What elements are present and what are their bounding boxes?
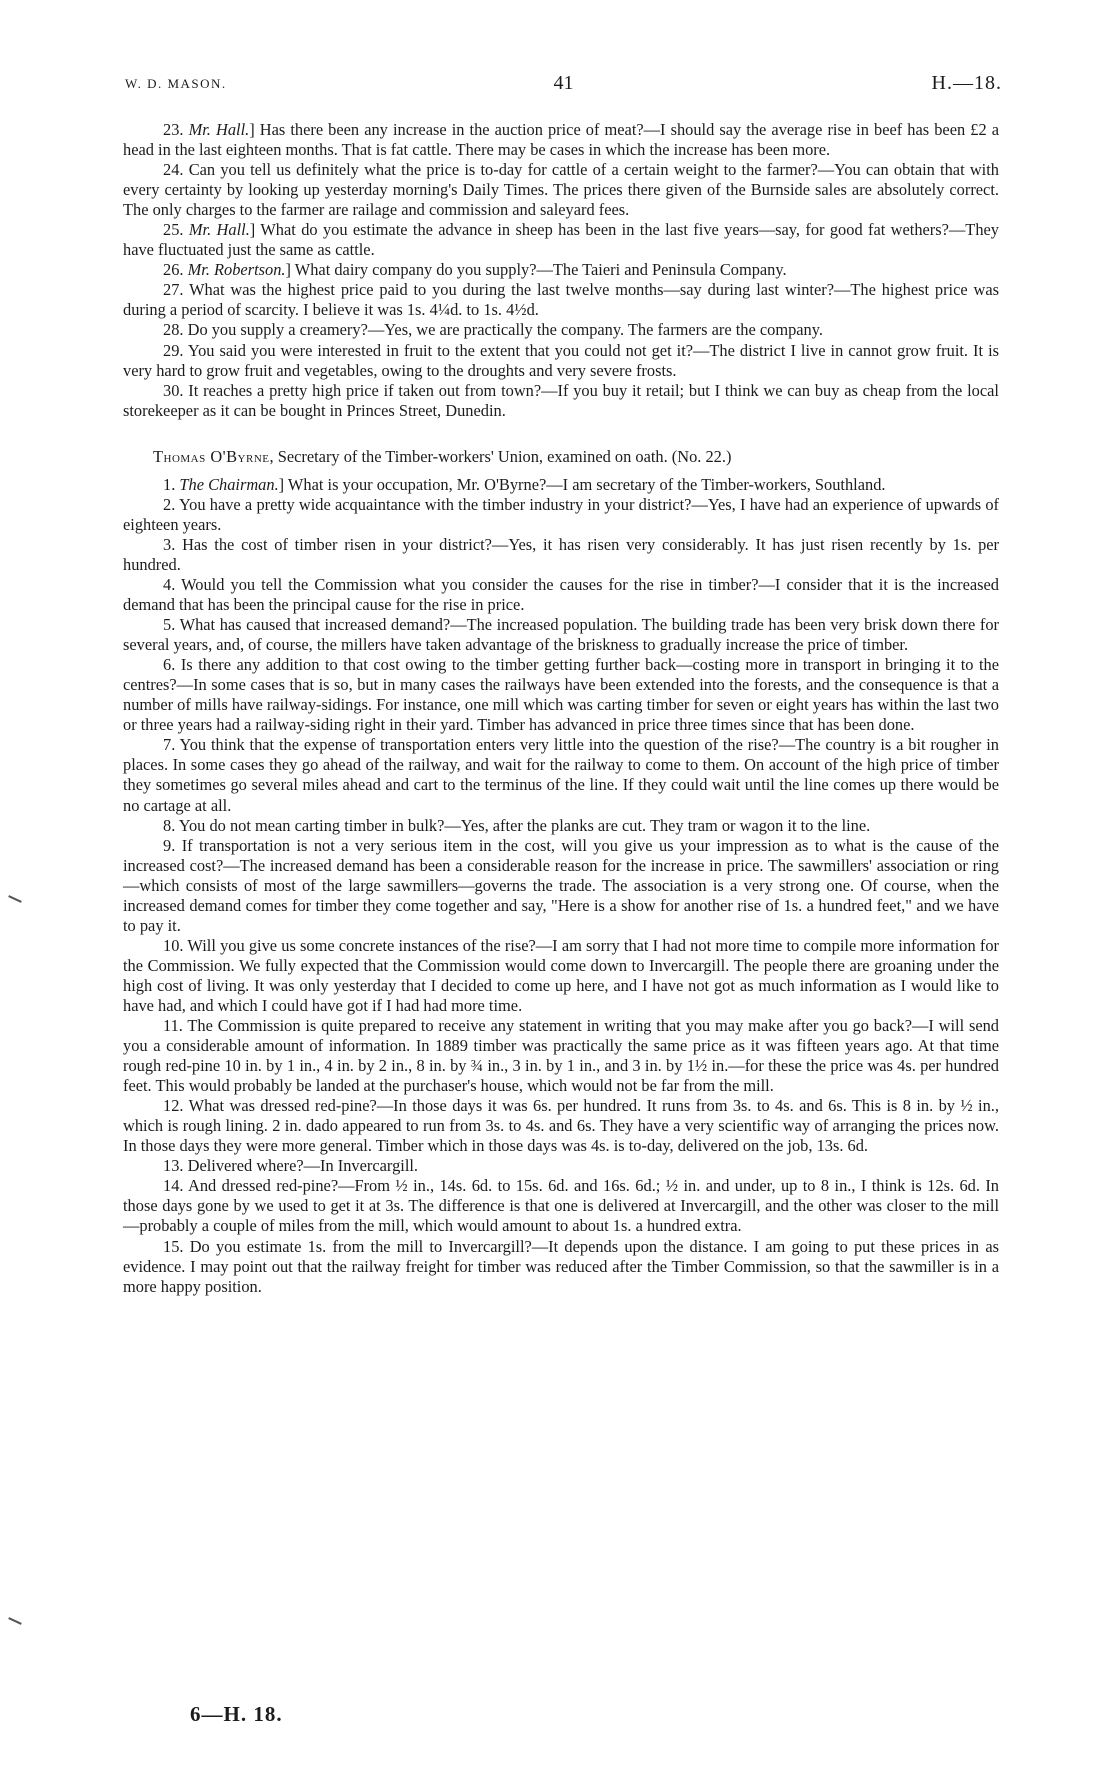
paragraph-number: 11. xyxy=(163,1016,183,1036)
margin-mark xyxy=(8,895,22,903)
paragraph-number: 15. xyxy=(163,1236,184,1256)
paragraph-number: 28. xyxy=(163,320,184,340)
paragraph-number: 13. xyxy=(163,1156,184,1176)
paragraph-text: What was the highest price paid to you during the last twelve months—say during last winter?—The highest price was during a period of scarcity. I believe it was 1s. 4¼d. to 1s. 4½d. xyxy=(123,280,999,320)
witness-heading xyxy=(123,447,999,467)
paragraph-text: You think that the expense of transportation enters very little into the question of the rise?—The country is a bit rougher in places. In some cases they go ahead of the railway, and wait for the railway to come to them. On account of the high price of timber they sometimes go several miles ahead and cart to the terminus of the line. If they could wait until the line comes up there would be no cartage at all. xyxy=(123,735,999,815)
paragraph-text: Is there any addition to that cost owing to the timber getting further back—costing more in transport in bringing it to the centres?—In some cases that is so, but in many cases the railways have been extended into the forests, and the consequence is that a number of mills have railway-sidings. For instance, one mill which was carting timber for seven or eight years has within the last two or three years had a railway-siding right in their yard. Timber has advanced in price three times since that has been done. xyxy=(123,655,999,735)
question-answer-paragraph xyxy=(123,655,999,735)
signature-mark: 6—H. 18. xyxy=(190,1702,283,1726)
margin-mark xyxy=(8,1617,22,1625)
paragraph-number: 1. xyxy=(163,474,176,494)
mason-evidence-section xyxy=(123,120,999,421)
paragraph-number: 4. xyxy=(163,574,176,594)
question-answer-paragraph xyxy=(123,320,999,340)
paragraph-text: ] Has there been any increase in the auction price of meat?—I should say the average rise in beef has been £2 a head in the last eighteen months. That is fat cattle. There may be cases in which the increase has been more. xyxy=(123,120,999,160)
paragraph-number: 25. xyxy=(163,220,184,240)
paragraph-number: 5. xyxy=(163,615,176,635)
paragraph-number: 9. xyxy=(163,835,176,855)
question-answer-paragraph xyxy=(123,535,999,575)
paragraph-text: Do you supply a creamery?—Yes, we are practically the company. The farmers are the company. xyxy=(187,320,823,340)
paragraph-text: ] What dairy company do you supply?—The Taieri and Peninsula Company. xyxy=(285,260,787,280)
paragraph-number: 29. xyxy=(163,340,184,360)
question-answer-paragraph xyxy=(123,735,999,815)
question-answer-paragraph xyxy=(123,836,999,936)
paragraph-number: 7. xyxy=(163,735,176,755)
obyrne-evidence-section xyxy=(123,475,999,1297)
question-answer-paragraph xyxy=(123,1237,999,1297)
witness-name: Thomas O'Byrne xyxy=(153,446,270,466)
paragraph-text: You have a pretty wide acquaintance with the timber industry in your district?—Yes, I have had an experience of upwards of eighteen years. xyxy=(123,494,999,534)
speaker-name: The Chairman. xyxy=(179,474,279,494)
paragraph-number: 6. xyxy=(163,655,176,675)
paragraph-number: 8. xyxy=(163,815,176,835)
paragraph-text: Do you estimate 1s. from the mill to Invercargill?—It depends upon the distance. I am going to put these prices in as evidence. I may point out that the railway freight for timber was reduced after the Timber Commission, so that the sawmiller is in a more happy position. xyxy=(123,1236,999,1296)
header-witness-name: W. D. MASON. xyxy=(125,76,227,91)
question-answer-paragraph xyxy=(123,280,999,320)
paragraph-number: 24. xyxy=(163,160,184,180)
paragraph-text: If transportation is not a very serious item in the cost, will you give us your impression as to what is the cause of the increased cost?—The increased demand has been a considerable reason for the increase in price. The sawmillers' association or ring—which consists of most of the large sawmillers—governs the trade. The association is a very strong one. Of course, when the increased demand comes for timber they come together and say, "Here is a show for another rise of 1s. a hundred feet," and we have to pay it. xyxy=(123,835,999,935)
page-header xyxy=(125,72,1002,102)
question-answer-paragraph xyxy=(123,816,999,836)
paragraph-text: What was dressed red-pine?—In those days it was 6s. per hundred. It runs from 3s. to 4s. and 6s. This is 8 in. by ½ in., which is rough lining. 2 in. dado appeared to run from 3s. to 4s. and 6s. They have a very scientific way of arranging the prices now. In those days they were more general. Timber which in those days was 4s. is to-day, delivered on the job, 13s. 6d. xyxy=(123,1096,999,1156)
paragraph-number: 14. xyxy=(163,1176,184,1196)
paragraph-text: Will you give us some concrete instances of the rise?—I am sorry that I had not more time to compile more information for the Commission. We fully expected that the Commission would come down to Invercargill. The people there are groaning under the high cost of living. It was only yesterday that I decided to come up here, and I have not got as much information as I would like to have had, and which I could have got if I had had more time. xyxy=(123,935,999,1015)
paragraph-text: The Commission is quite prepared to receive any statement in writing that you may make after you go back?—I will send you a considerable amount of information. In 1889 timber was practically the same price as it was fifteen years ago. At that time rough red-pine 10 in. by 1 in., 4 in. by 2 in., 8 in. by ¾ in., 3 in. by 1 in., and 3 in. by 1½ in.—for these the price was 4s. per hundred feet. This would probably be landed at the purchaser's house, which would not be far from the mill. xyxy=(123,1016,999,1096)
question-answer-paragraph xyxy=(123,936,999,1016)
speaker-name: Mr. Hall. xyxy=(188,220,250,240)
document-body xyxy=(123,120,999,1297)
paragraph-text: Can you tell us definitely what the price is to-day for cattle of a certain weight to the farmer?—You can obtain that with every certainty by looking up yesterday morning's Daily Times. The prices there given of the Burnside sales are absolutely correct. The only charges to the farmer are railage and commission and saleyard fees. xyxy=(123,160,999,220)
paragraph-text: ] What do you estimate the advance in sheep has been in the last five years—say, for good fat wethers?—They have fluctuated just the same as cattle. xyxy=(123,220,999,260)
question-answer-paragraph xyxy=(123,160,999,220)
question-answer-paragraph xyxy=(123,341,999,381)
question-answer-paragraph xyxy=(123,1176,999,1236)
speaker-name: Mr. Robertson. xyxy=(187,260,286,280)
paper-reference: H.—18. xyxy=(931,72,1002,94)
paragraph-text: Has the cost of timber risen in your district?—Yes, it has risen very considerably. It has just risen recently by 1s. per hundred. xyxy=(123,534,999,574)
question-answer-paragraph xyxy=(123,475,999,495)
question-answer-paragraph xyxy=(123,495,999,535)
question-answer-paragraph xyxy=(123,260,999,280)
paragraph-number: 3. xyxy=(163,534,176,554)
page-number: 41 xyxy=(553,72,574,94)
paragraph-number: 27. xyxy=(163,280,184,300)
paragraph-number: 26. xyxy=(163,260,184,280)
paragraph-text: Would you tell the Commission what you consider the causes for the rise in timber?—I consider that it is the increased demand that has been the principal cause for the rise in price. xyxy=(123,574,999,615)
paragraph-text: And dressed red-pine?—From ½ in., 14s. 6d. to 15s. 6d. and 16s. 6d.; ½ in. and under, up to 8 in., I think is 12s. 6d. In those days gone by we used to get it at 3s. The difference is that one is delivered at Invercargill, and the other was closer to the mill—probably a couple of miles from the mill, which would amount to about 1s. a hundred extra. xyxy=(123,1176,1000,1236)
question-answer-paragraph xyxy=(123,1096,999,1156)
paragraph-text: It reaches a pretty high price if taken out from town?—If you buy it retail; but I think we can buy as cheap from the local storekeeper as it can be bought in Princes Street, Dunedin. xyxy=(123,380,999,420)
paragraph-number: 2. xyxy=(163,494,176,514)
speaker-name: Mr. Hall. xyxy=(188,120,250,139)
paragraph-number: 10. xyxy=(163,935,184,955)
question-answer-paragraph xyxy=(123,615,999,655)
paragraph-text: ] What is your occupation, Mr. O'Byrne?—I am secretary of the Timber-workers, Southland. xyxy=(278,474,886,494)
question-answer-paragraph xyxy=(123,120,999,160)
question-answer-paragraph xyxy=(123,575,999,615)
question-answer-paragraph xyxy=(123,220,999,260)
paragraph-text: You said you were interested in fruit to the extent that you could not get it?—The district I live in cannot grow fruit. It is very hard to grow fruit and vegetables, owing to the droughts and very severe frosts. xyxy=(123,340,1000,380)
witness-description: , Secretary of the Timber-workers' Union, examined on oath. (No. 22.) xyxy=(269,446,732,466)
paragraph-text: What has caused that increased demand?—The increased population. The building trade has been very brisk down there for several years, and, of course, the millers have taken advantage of the briskness to gradually increase the price of timber. xyxy=(123,615,999,655)
paragraph-text: You do not mean carting timber in bulk?—Yes, after the planks are cut. They tram or wagon it to the line. xyxy=(178,815,871,835)
paragraph-number: 30. xyxy=(163,380,184,400)
paragraph-number: 23. xyxy=(163,120,184,139)
question-answer-paragraph xyxy=(123,381,999,421)
question-answer-paragraph xyxy=(123,1016,999,1096)
paragraph-text: Delivered where?—In Invercargill. xyxy=(187,1156,419,1176)
question-answer-paragraph xyxy=(123,1156,999,1176)
paragraph-number: 12. xyxy=(163,1096,184,1116)
